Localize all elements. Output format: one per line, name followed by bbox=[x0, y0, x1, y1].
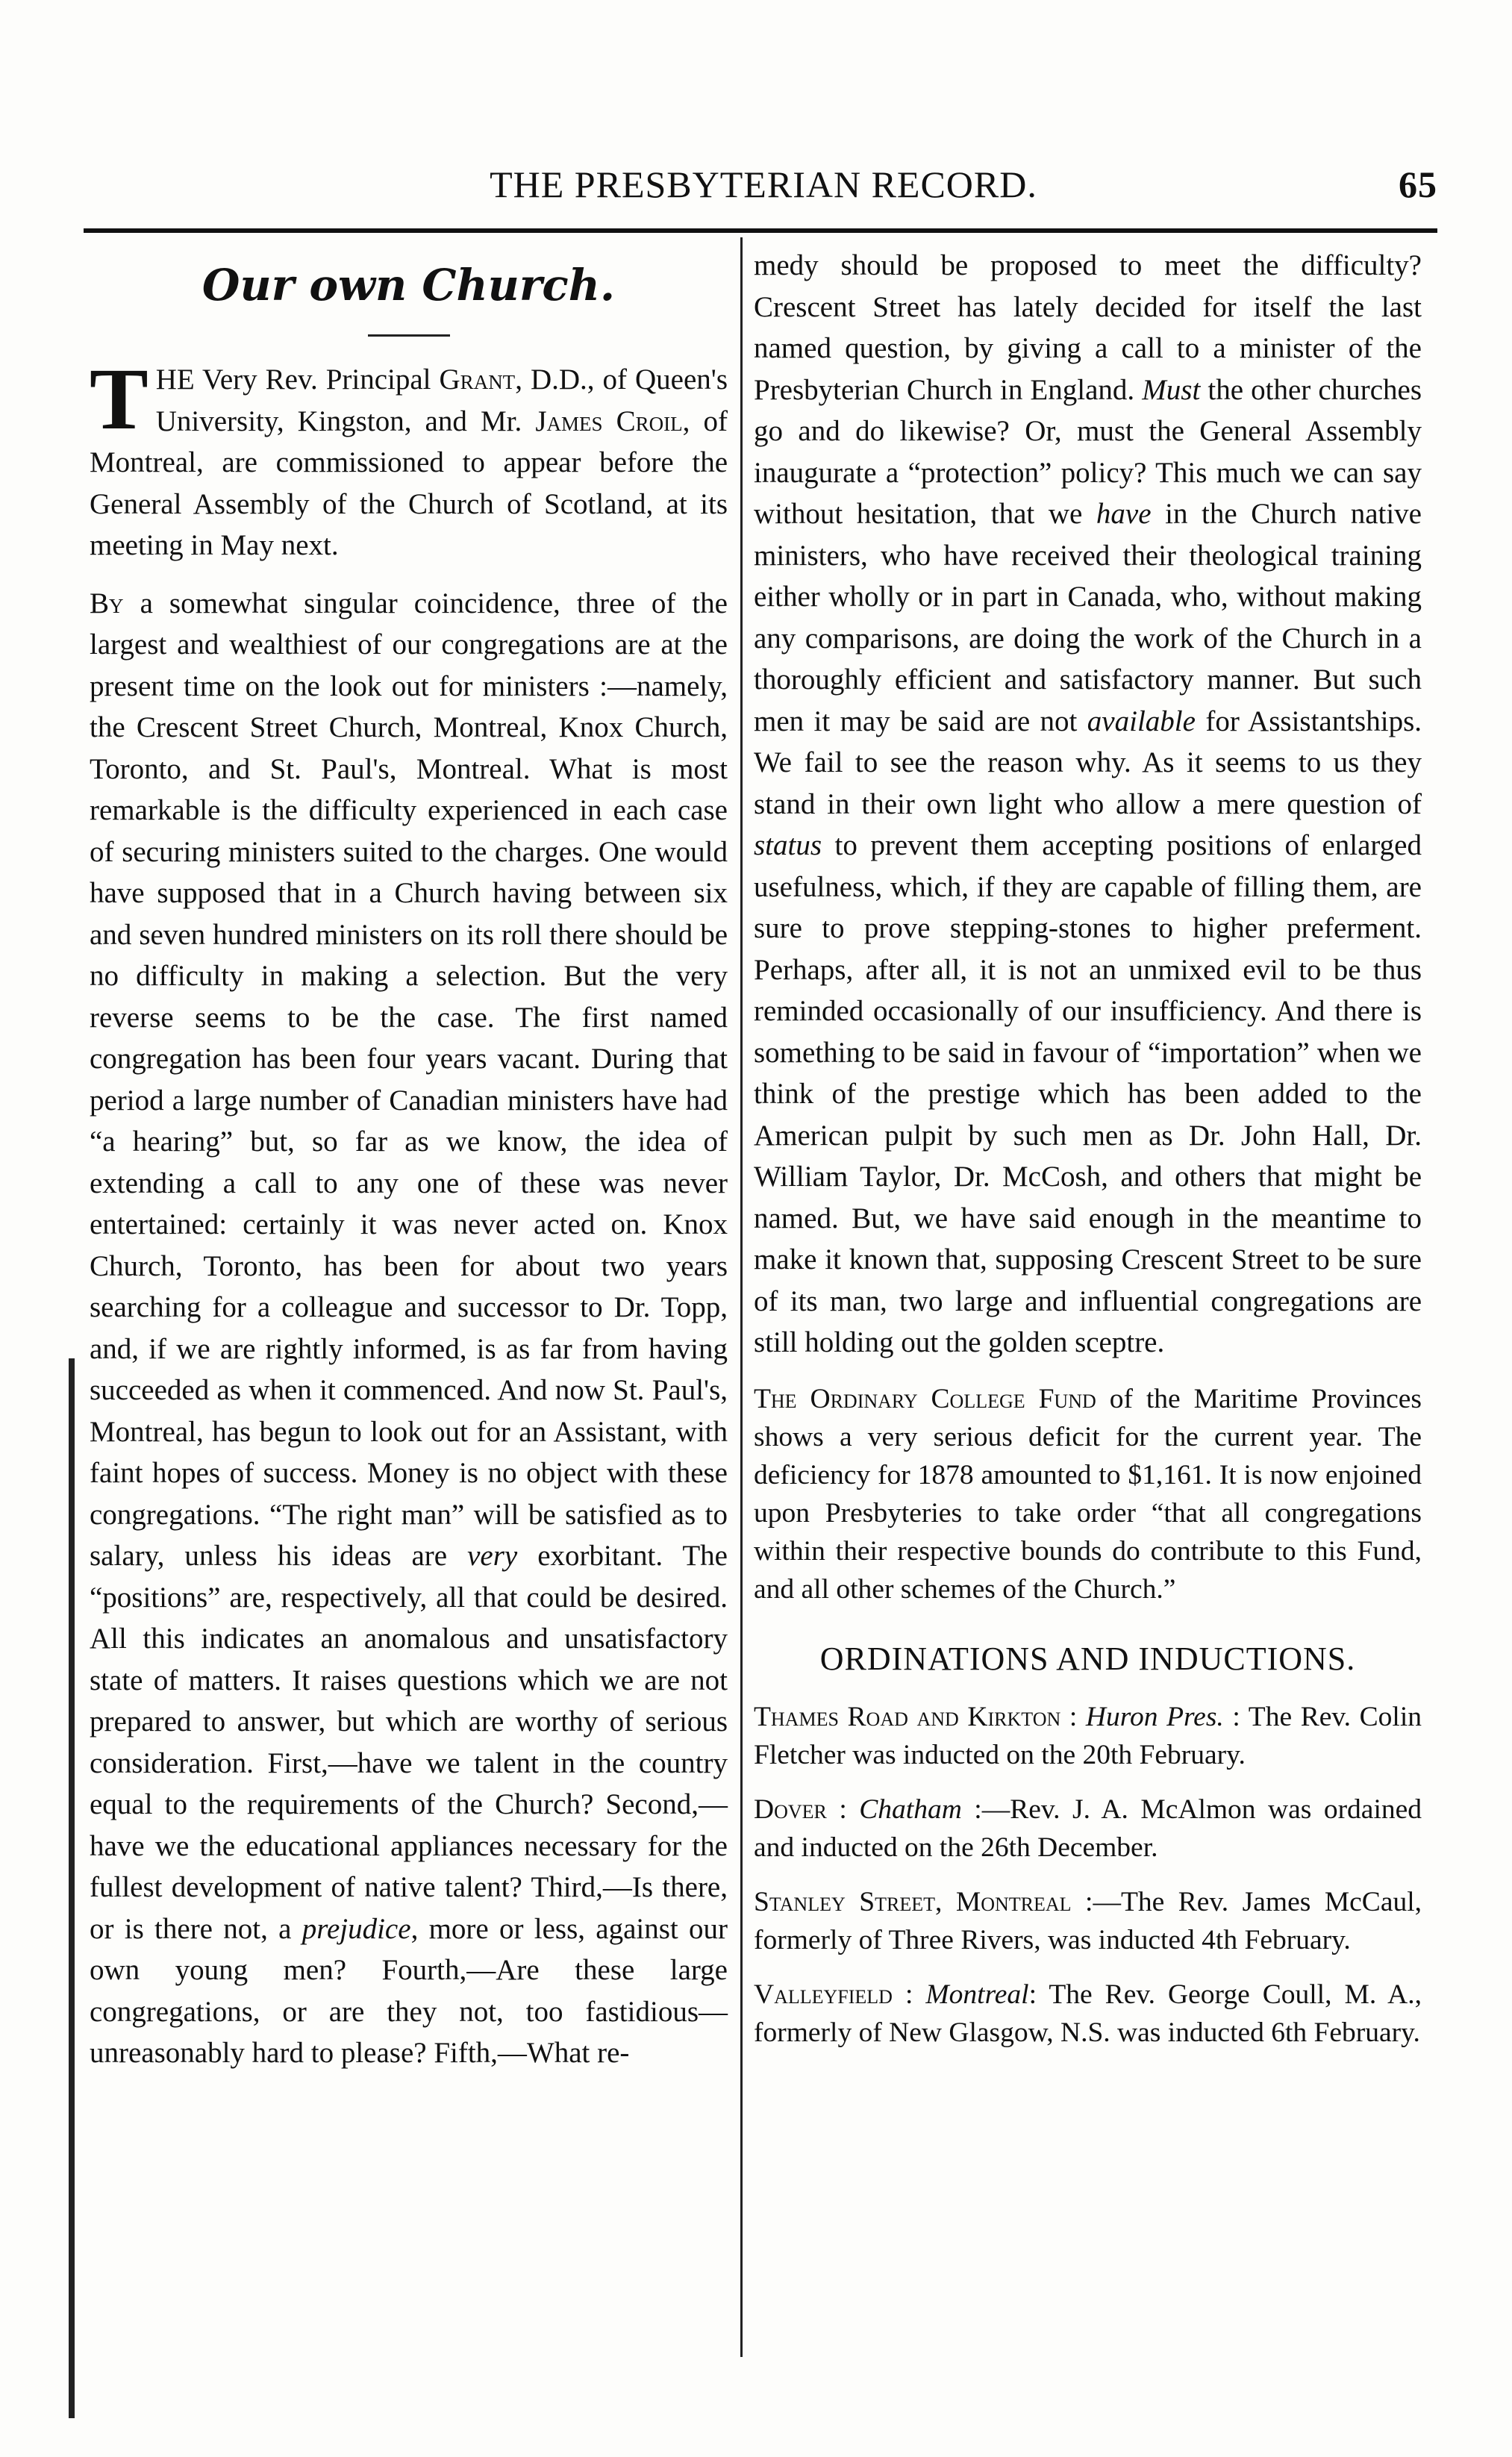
section-rule bbox=[368, 334, 450, 337]
left-column bbox=[90, 245, 728, 2074]
paragraph-vacancies: By a somewhat singular coincidence, three of the largest and wealthiest of our congregations are at the present time on the look out for ministers :—namely, the Crescent Street Church, Montreal, Knox Church, Toronto, and St. Paul's, Montreal. What is most remarkable is the difficulty experienced in each case of securing ministers suited to the charges. One would have supposed that in a Church having between six and seven hundred ministers on its roll there should be no difficulty in making a selection. But the very reverse seems to be the case. The first named congregation has been four years vacant. During that period a large number of Canadian ministers have had “a hearing” but, so far as we know, the idea of extending a call to any one of these was never entertained: certainly it was never acted on. Knox Church, Toronto, has been for about two years searching for a colleague and successor to Dr. Topp, and, if we are rightly informed, is as far from having succeeded as when it commenced. And now St. Paul's, Montreal, has begun to look out for an Assistant, with faint hopes of success. Money is no object with these congregations. “The right man” will be satisfied as to salary, unless his ideas are very exorbitant. The “positions” are, respectively, all that could be desired. All this indicates an anomalous and unsatisfactory state of matters. It raises questions which we are not prepared to answer, but which are worthy of serious consideration. First,—have we talent in the country equal to the requirements of the Church? Second,—have we the educational appliances necessary for the fullest development of native talent? Third,—Is there, or is there not, a prejudice, more or less, against our own young men? Fourth,—Are these large congregations, or are they not, too fastidious—unreasonably hard to please? Fifth,—What re- bbox=[90, 587, 728, 2069]
ordination-item: Thames Road and Kirkton : Huron Pres. : The Rev. Colin Fletcher was inducted on the 20th February. bbox=[754, 1701, 1422, 1770]
ordination-item: Valleyfield : Montreal: The Rev. George Coull, M. A., formerly of New Glasgow, N.S. was inducted 6th February. bbox=[754, 1979, 1422, 2048]
ordination-item: Stanley Street, Montreal :—The Rev. James McCaul, formerly of Three Rivers, was inducted 4th February. bbox=[754, 1886, 1422, 1955]
paragraph-commissioners: THE Very Rev. Principal Grant, D.D., of Queen's University, Kingston, and Mr. James Croil, of Montreal, are commissioned to appear before the General Assembly of the Church of Scotland, at its meeting in May next. bbox=[90, 350, 728, 561]
header-rule bbox=[84, 228, 1437, 233]
ordination-item: Dover : Chatham :—Rev. J. A. McAlmon was ordained and inducted on the 26th December. bbox=[754, 1793, 1422, 1863]
margin-rule bbox=[69, 1358, 75, 2418]
drop-cap: T bbox=[90, 350, 149, 448]
page-number: 65 bbox=[1399, 163, 1437, 205]
running-head bbox=[90, 163, 1437, 206]
ordinations-heading: ORDINATIONS AND INDUCTIONS. bbox=[819, 1640, 1356, 1677]
paragraph-college-fund: The Ordinary College Fund of the Maritime Provinces shows a very serious deficit for the current year. The deficiency for 1878 amounted to $1,161. It is now enjoined upon Presbyteries to take order “that all congregations within their respective bounds do contribute to this Fund, and all other schemes of the Church.” bbox=[754, 1383, 1422, 1605]
right-column bbox=[754, 245, 1422, 2052]
paragraph-remedy: medy should be proposed to meet the difficulty? Crescent Street has lately decided for itself the last named question, by giving a call to a minister of the Presbyterian Church in England. Must the other churches go and do likewise? Or, must the General Assembly inaugurate a “protection” policy? This much we can say without hesitation, that we have in the Church native ministers, who have received their theological training either wholly or in part in Canada, who, without making any comparisons, are doing the work of the Church in a thoroughly efficient and satisfactory manner. But such men it may be said are not available for Assistantships. We fail to see the reason why. As it seems to us they stand in their own light who allow a mere question of status to prevent them accepting positions of enlarged usefulness, which, if they are capable of filling them, are sure to prove stepping-stones to higher preferment. Perhaps, after all, it is not an unmixed evil to be thus reminded occasionally of our insufficiency. And there is something to be said in favour of “importation” when we think of the prestige which has been added to the American pulpit by such men as Dr. John Hall, Dr. William Taylor, Dr. McCosh, and others that might be named. But, we have said enough in the meantime to make it known that, supposing Crescent Street to be sure of its man, two large and influential congregations are still holding out the golden sceptre. bbox=[754, 249, 1422, 1358]
column-rule bbox=[740, 237, 743, 2357]
section-title: Our own Church. bbox=[202, 260, 616, 310]
journal-title: THE PRESBYTERIAN RECORD. bbox=[490, 163, 1037, 205]
